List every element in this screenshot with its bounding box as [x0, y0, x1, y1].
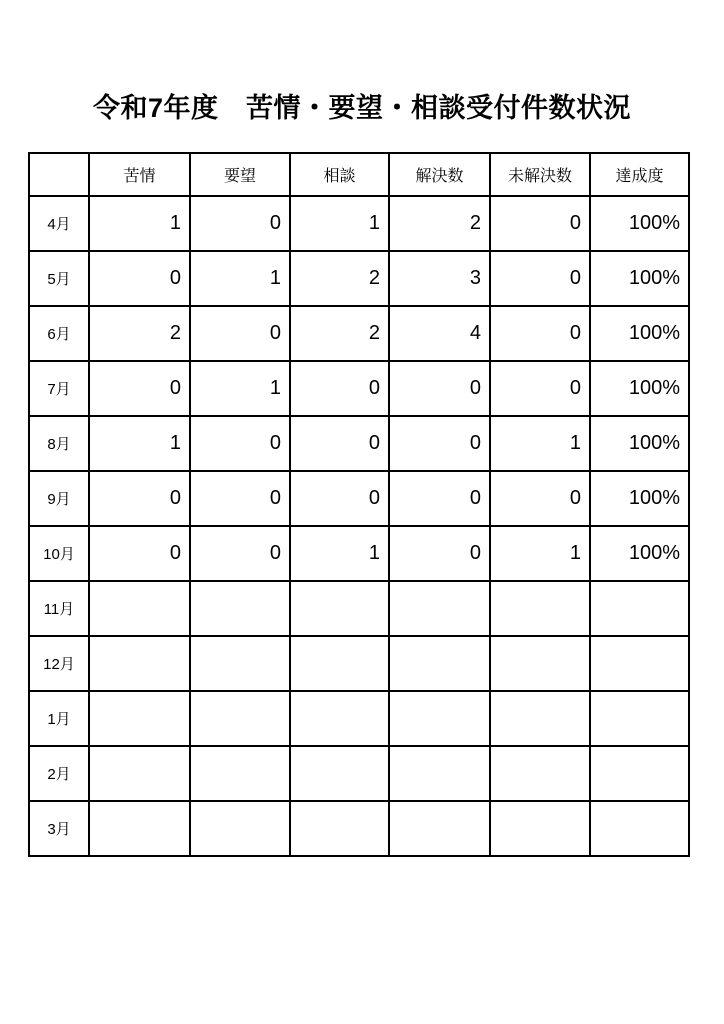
value-cell: 0 — [490, 251, 590, 306]
header-cell-corner — [29, 153, 89, 196]
header-row — [29, 153, 689, 196]
value-cell — [590, 581, 689, 636]
value-cell — [190, 746, 290, 801]
value-cell: 2 — [290, 251, 389, 306]
value-cell — [490, 801, 590, 856]
value-cell — [389, 636, 490, 691]
value-cell — [490, 636, 590, 691]
month-cell: 6月 — [29, 306, 89, 361]
value-cell: 100% — [590, 526, 689, 581]
value-cell — [590, 801, 689, 856]
value-cell — [290, 746, 389, 801]
month-cell: 9月 — [29, 471, 89, 526]
month-cell: 8月 — [29, 416, 89, 471]
value-cell: 0 — [389, 361, 490, 416]
value-cell — [389, 801, 490, 856]
table-row — [29, 251, 689, 306]
value-cell — [290, 691, 389, 746]
value-cell — [389, 746, 490, 801]
value-cell: 3 — [389, 251, 490, 306]
value-cell — [389, 691, 490, 746]
table-row — [29, 691, 689, 746]
value-cell: 0 — [190, 526, 290, 581]
table-row — [29, 416, 689, 471]
month-cell: 12月 — [29, 636, 89, 691]
table-row — [29, 526, 689, 581]
month-cell: 5月 — [29, 251, 89, 306]
value-cell — [290, 801, 389, 856]
header-cell-unresolved: 未解決数 — [490, 153, 590, 196]
value-cell: 2 — [290, 306, 389, 361]
table-header — [29, 153, 689, 196]
value-cell: 4 — [389, 306, 490, 361]
value-cell — [590, 691, 689, 746]
value-cell: 0 — [490, 361, 590, 416]
value-cell: 1 — [89, 416, 190, 471]
value-cell: 0 — [290, 361, 389, 416]
value-cell — [89, 691, 190, 746]
month-cell: 7月 — [29, 361, 89, 416]
value-cell: 0 — [89, 471, 190, 526]
value-cell — [190, 801, 290, 856]
value-cell — [89, 636, 190, 691]
value-cell: 0 — [89, 526, 190, 581]
value-cell — [190, 691, 290, 746]
value-cell: 1 — [490, 526, 590, 581]
table-row — [29, 196, 689, 251]
value-cell — [190, 581, 290, 636]
value-cell: 1 — [190, 361, 290, 416]
value-cell: 0 — [89, 251, 190, 306]
value-cell — [490, 691, 590, 746]
value-cell — [89, 801, 190, 856]
value-cell: 0 — [89, 361, 190, 416]
page-title: 令和7年度 苦情・要望・相談受付件数状況 — [92, 93, 631, 123]
value-cell — [590, 636, 689, 691]
table-row — [29, 746, 689, 801]
value-cell: 100% — [590, 196, 689, 251]
value-cell: 0 — [389, 526, 490, 581]
header-cell-complaints: 苦情 — [89, 153, 190, 196]
value-cell: 0 — [389, 416, 490, 471]
month-cell: 10月 — [29, 526, 89, 581]
value-cell: 0 — [190, 306, 290, 361]
value-cell: 100% — [590, 306, 689, 361]
value-cell: 0 — [490, 471, 590, 526]
header-cell-requests: 要望 — [190, 153, 290, 196]
value-cell — [389, 581, 490, 636]
table-row — [29, 801, 689, 856]
value-cell — [290, 636, 389, 691]
value-cell: 0 — [290, 416, 389, 471]
value-cell: 1 — [190, 251, 290, 306]
value-cell: 100% — [590, 471, 689, 526]
header-cell-resolved: 解決数 — [389, 153, 490, 196]
value-cell: 100% — [590, 251, 689, 306]
value-cell: 2 — [389, 196, 490, 251]
value-cell: 0 — [190, 196, 290, 251]
value-cell — [89, 746, 190, 801]
value-cell: 100% — [590, 416, 689, 471]
table-row — [29, 361, 689, 416]
month-cell: 3月 — [29, 801, 89, 856]
month-cell: 4月 — [29, 196, 89, 251]
value-cell — [190, 636, 290, 691]
header-cell-consult: 相談 — [290, 153, 389, 196]
header-cell-achievement: 達成度 — [590, 153, 689, 196]
table-row — [29, 636, 689, 691]
value-cell: 1 — [490, 416, 590, 471]
table-body — [29, 196, 689, 856]
table-row — [29, 306, 689, 361]
value-cell: 2 — [89, 306, 190, 361]
value-cell: 1 — [290, 196, 389, 251]
value-cell — [590, 746, 689, 801]
value-cell: 0 — [490, 306, 590, 361]
table-row — [29, 581, 689, 636]
monthly-status-table — [28, 152, 690, 857]
month-cell: 11月 — [29, 581, 89, 636]
value-cell: 0 — [190, 471, 290, 526]
month-cell: 1月 — [29, 691, 89, 746]
value-cell — [490, 581, 590, 636]
value-cell: 0 — [290, 471, 389, 526]
value-cell: 1 — [290, 526, 389, 581]
value-cell: 0 — [389, 471, 490, 526]
value-cell — [490, 746, 590, 801]
value-cell — [290, 581, 389, 636]
value-cell: 0 — [490, 196, 590, 251]
table-row — [29, 471, 689, 526]
value-cell — [89, 581, 190, 636]
value-cell: 100% — [590, 361, 689, 416]
month-cell: 2月 — [29, 746, 89, 801]
value-cell: 0 — [190, 416, 290, 471]
value-cell: 1 — [89, 196, 190, 251]
